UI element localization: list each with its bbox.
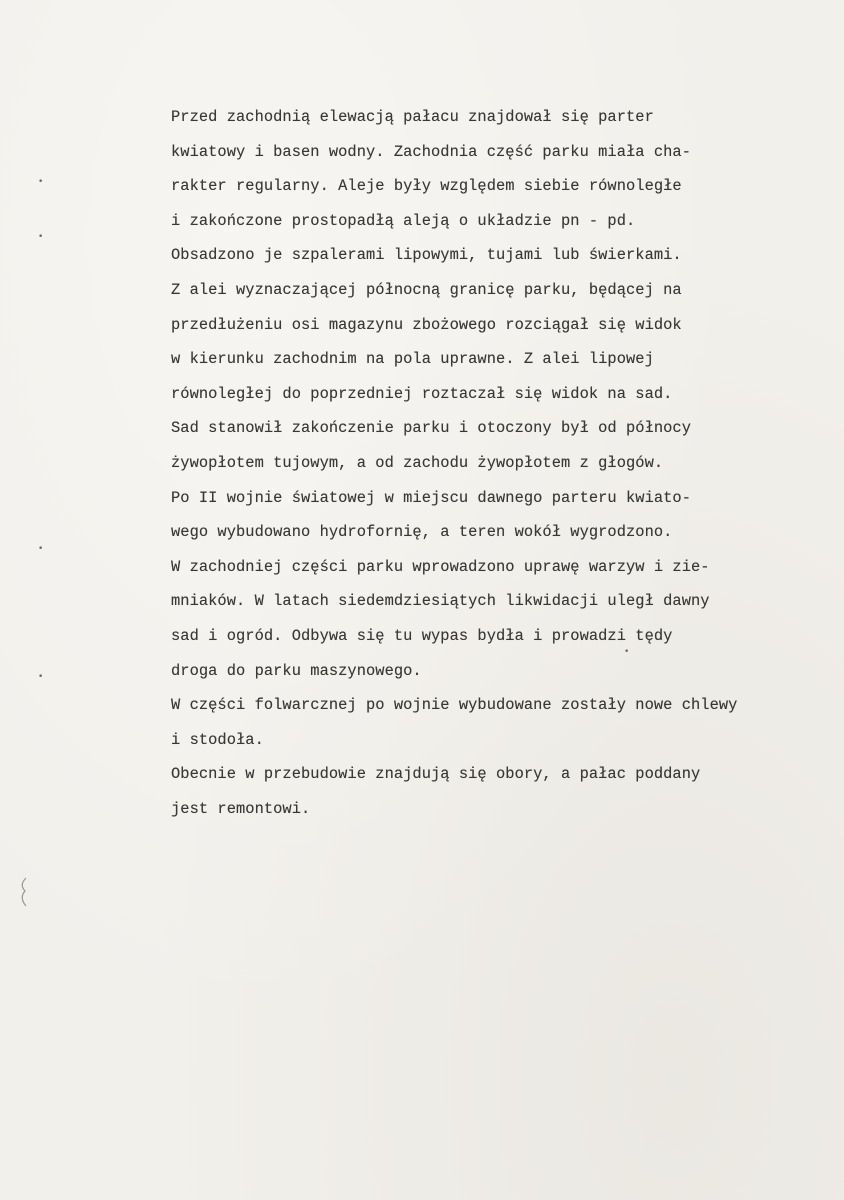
text-line: w kierunku zachodnim na pola uprawne. Z alei lipowej xyxy=(171,350,654,369)
text-line: Sad stanowił zakończenie parku i otoczony był od północy xyxy=(171,419,692,438)
text-line: Z alei wyznaczającej północną granicę parku, będącej na xyxy=(171,280,682,299)
scan-edge-mark xyxy=(16,876,30,908)
margin-speck: • xyxy=(38,544,44,554)
text-line: kwiatowy i basen wodny. Zachodnia część parku miała cha- xyxy=(171,142,692,161)
text-line: żywopłotem tujowym, a od zachodu żywopłotem z głogów. xyxy=(171,453,664,472)
text-line: jest remontowi. xyxy=(171,799,311,818)
text-line: droga do parku maszynowego. xyxy=(171,661,422,680)
text-line: Po II wojnie światowej w miejscu dawnego parteru kwiato- xyxy=(171,488,692,507)
text-line: W części folwarcznej po wojnie wybudowane zostały nowe chlewy xyxy=(171,696,738,715)
text-line: i stodoła. xyxy=(171,730,264,749)
margin-speck: • xyxy=(624,647,630,657)
text-line: i zakończone prostopadłą aleją o układzie pn - pd. xyxy=(171,211,636,230)
text-line: Przed zachodnią elewacją pałacu znajdował się parter xyxy=(171,108,654,126)
text-line: Obecnie w przebudowie znajdują się obory, a pałac poddany xyxy=(171,765,701,784)
text-line: rakter regularny. Aleje były względem siebie równoległe xyxy=(171,177,682,196)
text-line: przedłużeniu osi magazynu zbożowego rozciągał się widok xyxy=(171,315,682,334)
text-line: wego wybudowano hydrofornię, a teren wokół wygrodzono. xyxy=(171,523,673,542)
margin-speck: • xyxy=(38,177,44,187)
text-line: mniaków. W latach siedemdziesiątych likwidacji uległ dawny xyxy=(171,592,710,611)
typed-text-block xyxy=(171,100,831,826)
text-line: równoległej do poprzedniej roztaczał się widok na sad. xyxy=(171,384,673,403)
margin-speck: • xyxy=(38,672,44,682)
text-line: Obsadzono je szpalerami lipowymi, tujami lub świerkami. xyxy=(171,246,682,265)
text-line: sad i ogród. Odbywa się tu wypas bydła i prowadzi tędy xyxy=(171,626,673,645)
text-line: W zachodniej części parku wprowadzono uprawę warzyw i zie- xyxy=(171,557,710,576)
margin-speck: • xyxy=(38,232,44,242)
